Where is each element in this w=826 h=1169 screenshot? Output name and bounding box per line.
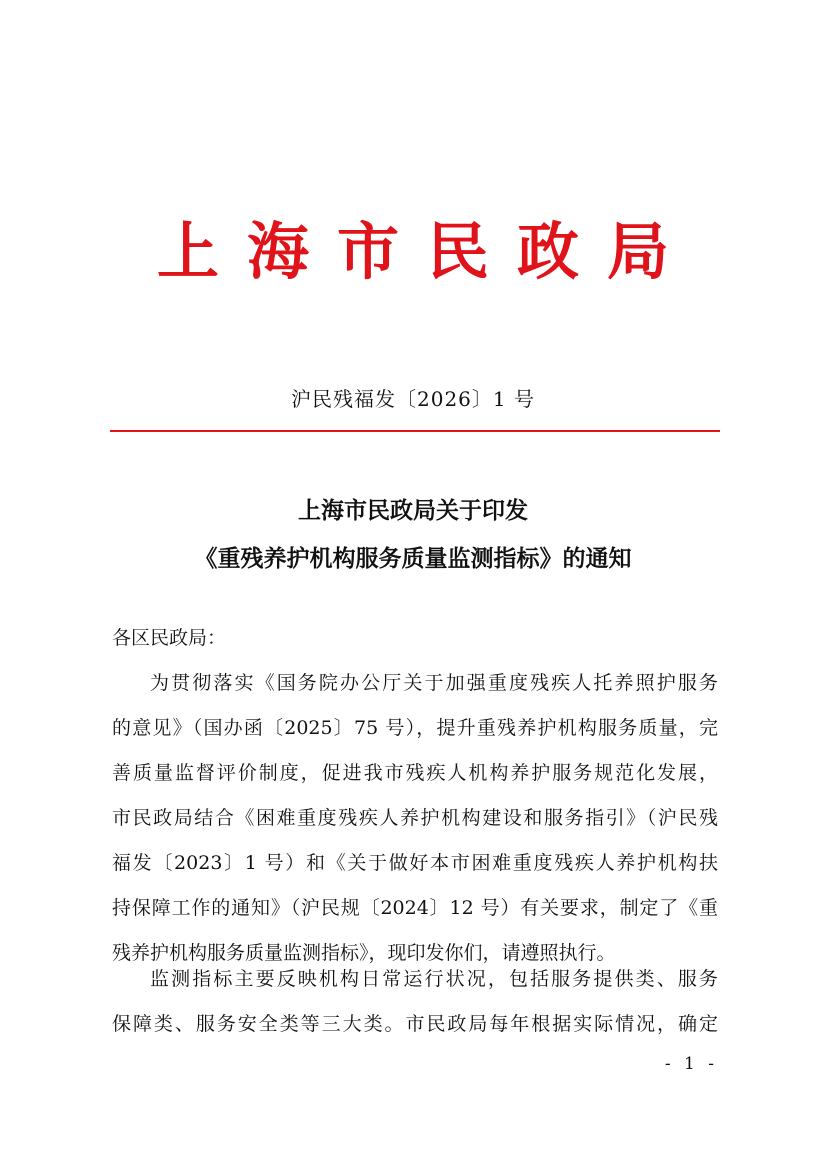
- paragraph-line: 为贯彻落实《国务院办公厅关于加强重度残疾人托养照护服务: [150, 672, 718, 694]
- paragraph-line: 保障类、服务安全类等三大类。市民政局每年根据实际情况，确定: [112, 1013, 718, 1035]
- paragraph-line: 福发〔2023〕1 号）和《关于做好本市困难重度残疾人养护机构扶: [112, 852, 718, 874]
- salutation: 各区民政局：: [112, 627, 227, 649]
- document-number: 沪民残福发〔2026〕1 号: [291, 387, 535, 411]
- paragraph-line: 的意见》（国办函〔2025〕75 号），提升重残养护机构服务质量，完: [112, 717, 718, 739]
- paragraph-line: 市民政局结合《困难重度残疾人养护机构建设和服务指引》（沪民残: [112, 807, 718, 829]
- masthead-title: 上海市民政局: [156, 215, 697, 288]
- paragraph-line: 监测指标主要反映机构日常运行状况，包括服务提供类、服务: [150, 968, 718, 990]
- paragraph-line: 残养护机构服务质量监测指标》，现印发你们，请遵照执行。: [112, 942, 616, 964]
- red-divider-line: [110, 430, 720, 432]
- paragraph-line: 善质量监督评价制度，促进我市残疾人机构养护服务规范化发展，: [112, 762, 718, 784]
- page-number: - 1 -: [664, 1054, 718, 1074]
- paragraph-line: 持保障工作的通知》（沪民规〔2024〕12 号）有关要求，制定了《重: [112, 897, 718, 919]
- notice-title-line-1: 上海市民政局关于印发: [298, 497, 528, 524]
- notice-title-line-2: 《重残养护机构服务质量监测指标》的通知: [194, 545, 632, 572]
